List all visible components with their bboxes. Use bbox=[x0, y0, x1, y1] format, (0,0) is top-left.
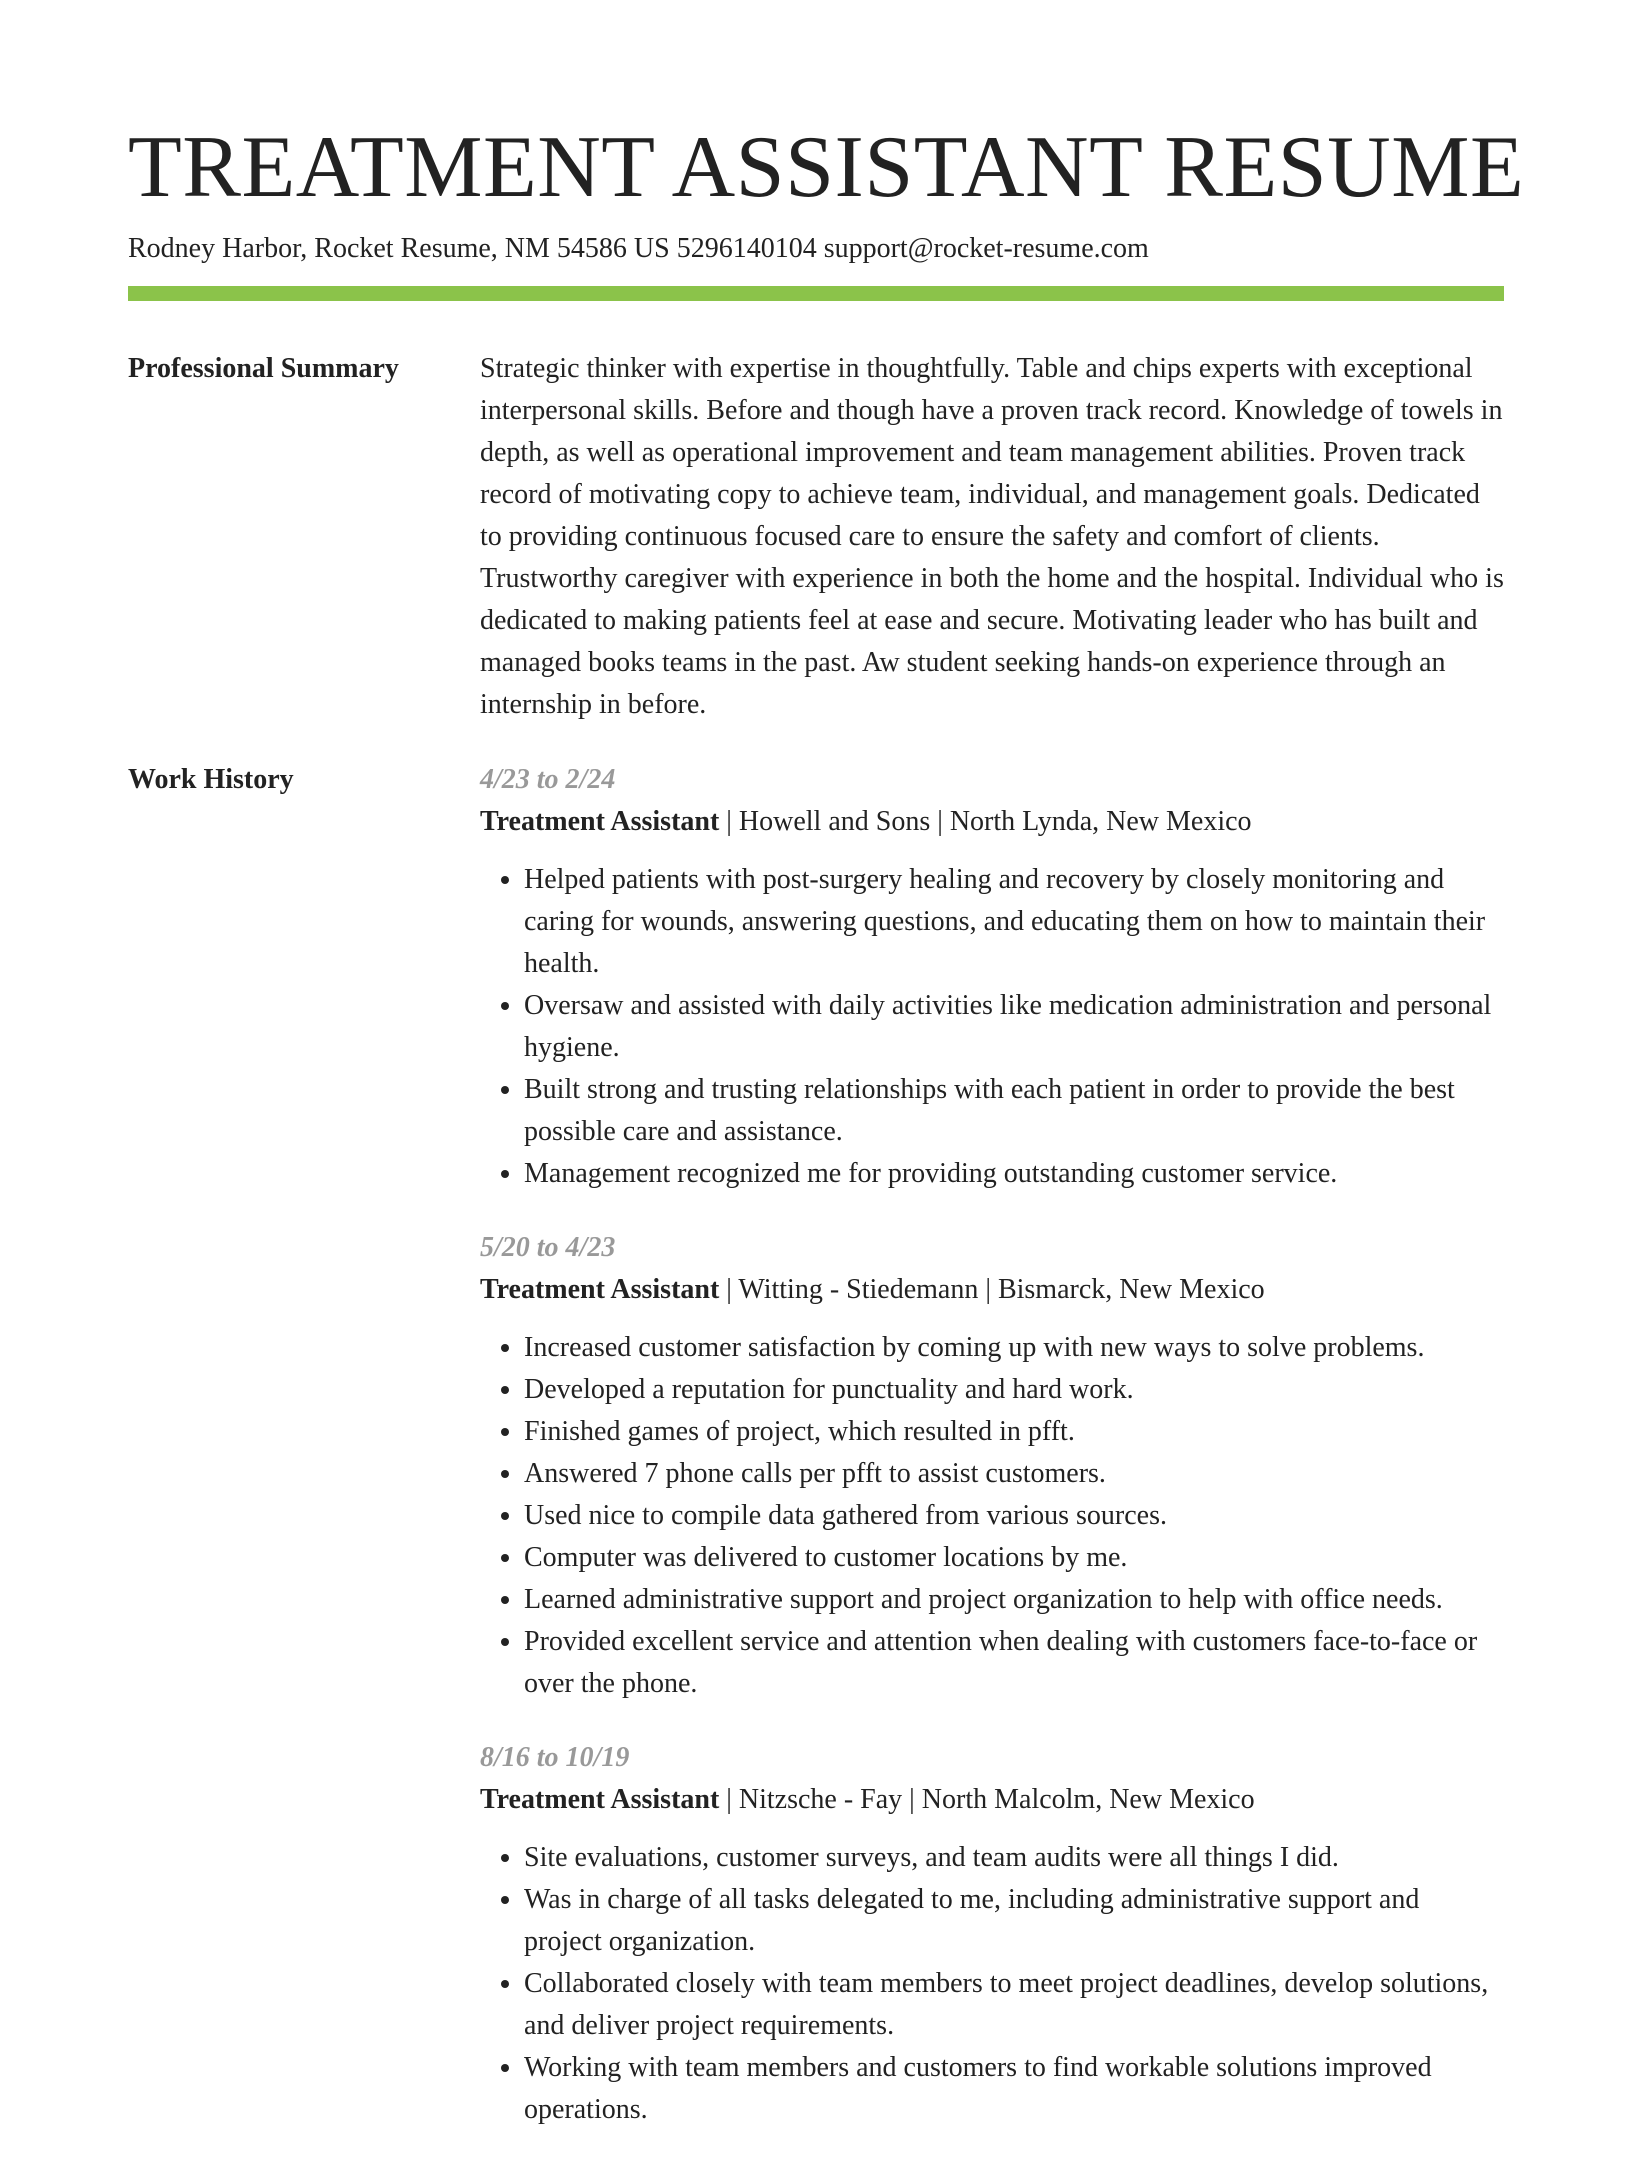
summary-label: Professional Summary bbox=[128, 353, 399, 384]
job-title: Treatment Assistant bbox=[480, 1274, 720, 1305]
job-bullet: • Used nice to compile data gathered from various sources. bbox=[524, 1495, 1504, 1537]
job-bullet: • Was in charge of all tasks delegated to me, including administrative support and project organization. bbox=[524, 1879, 1504, 1963]
job-heading bbox=[480, 1269, 1504, 1311]
job-heading bbox=[480, 801, 1504, 843]
summary-section bbox=[480, 348, 1504, 726]
job-bullet: • Collaborated closely with team members to meet project deadlines, develop solutions, and deliver project requirements. bbox=[524, 1963, 1504, 2047]
job-entry bbox=[480, 1227, 1504, 1705]
job-bullet: • Working with team members and customers to find workable solutions improved operations. bbox=[524, 2047, 1504, 2131]
job-bullet: • Helped patients with post-surgery healing and recovery by closely monitoring and caring for wounds, answering questions, and educating them on how to maintain their health. bbox=[524, 859, 1504, 985]
job-bullet: • Site evaluations, customer surveys, and team audits were all things I did. bbox=[524, 1837, 1504, 1879]
job-bullet: • Finished games of project, which resulted in pfft. bbox=[524, 1411, 1504, 1453]
job-bullet: • Developed a reputation for punctuality and hard work. bbox=[524, 1369, 1504, 1411]
job-dates: 8/16 to 10/19 bbox=[480, 1742, 630, 1773]
job-dates: 5/20 to 4/23 bbox=[480, 1232, 616, 1263]
summary-text: Strategic thinker with expertise in thoughtfully. Table and chips experts with exceptional interpersonal skills. Before and though have a proven track record. Knowledge of towels in depth, as well as operational improvement and team management abilities. Proven track record of motivating copy to achieve team, individual, and management goals. Dedicated to providing continuous focused care to ensure the safety and comfort of clients. Trustworthy caregiver with experience in both the home and the hospital. Individual who is dedicated to making patients feel at ease and secure. Motivating leader who has built and managed books teams in the past. Aw student seeking hands-on experience through an internship in before. bbox=[480, 353, 1504, 720]
work-history-label: Work History bbox=[128, 764, 294, 795]
job-details: | Howell and Sons | North Lynda, New Mexico bbox=[719, 806, 1252, 837]
job-heading bbox=[480, 1779, 1504, 1821]
contact-line: Rodney Harbor, Rocket Resume, NM 54586 US 5296140104 support@rocket-resume.com bbox=[128, 233, 1149, 264]
work-history-section bbox=[480, 759, 1504, 2163]
accent-divider bbox=[128, 286, 1504, 301]
job-bullets bbox=[480, 859, 1504, 1195]
resume-title: TREATMENT ASSISTANT RESUME bbox=[128, 119, 1525, 216]
job-bullet: • Oversaw and assisted with daily activities like medication administration and personal hygiene. bbox=[524, 985, 1504, 1069]
job-title: Treatment Assistant bbox=[480, 806, 720, 837]
job-details: | Witting - Stiedemann | Bismarck, New Mexico bbox=[719, 1274, 1265, 1305]
job-entry bbox=[480, 759, 1504, 1195]
job-bullet: • Built strong and trusting relationships with each patient in order to provide the best possible care and assistance. bbox=[524, 1069, 1504, 1153]
job-entry bbox=[480, 1737, 1504, 2131]
job-bullet: • Computer was delivered to customer locations by me. bbox=[524, 1537, 1504, 1579]
job-title: Treatment Assistant bbox=[480, 1784, 720, 1815]
job-bullet: • Increased customer satisfaction by coming up with new ways to solve problems. bbox=[524, 1327, 1504, 1369]
job-bullets bbox=[480, 1327, 1504, 1705]
job-dates: 4/23 to 2/24 bbox=[480, 764, 616, 795]
job-bullets bbox=[480, 1837, 1504, 2131]
job-details: | Nitzsche - Fay | North Malcolm, New Mexico bbox=[719, 1784, 1255, 1815]
job-bullet: • Provided excellent service and attention when dealing with customers face-to-face or over the phone. bbox=[524, 1621, 1504, 1705]
job-bullet: • Learned administrative support and project organization to help with office needs. bbox=[524, 1579, 1504, 1621]
job-bullet: • Answered 7 phone calls per pfft to assist customers. bbox=[524, 1453, 1504, 1495]
job-bullet: • Management recognized me for providing outstanding customer service. bbox=[524, 1153, 1504, 1195]
